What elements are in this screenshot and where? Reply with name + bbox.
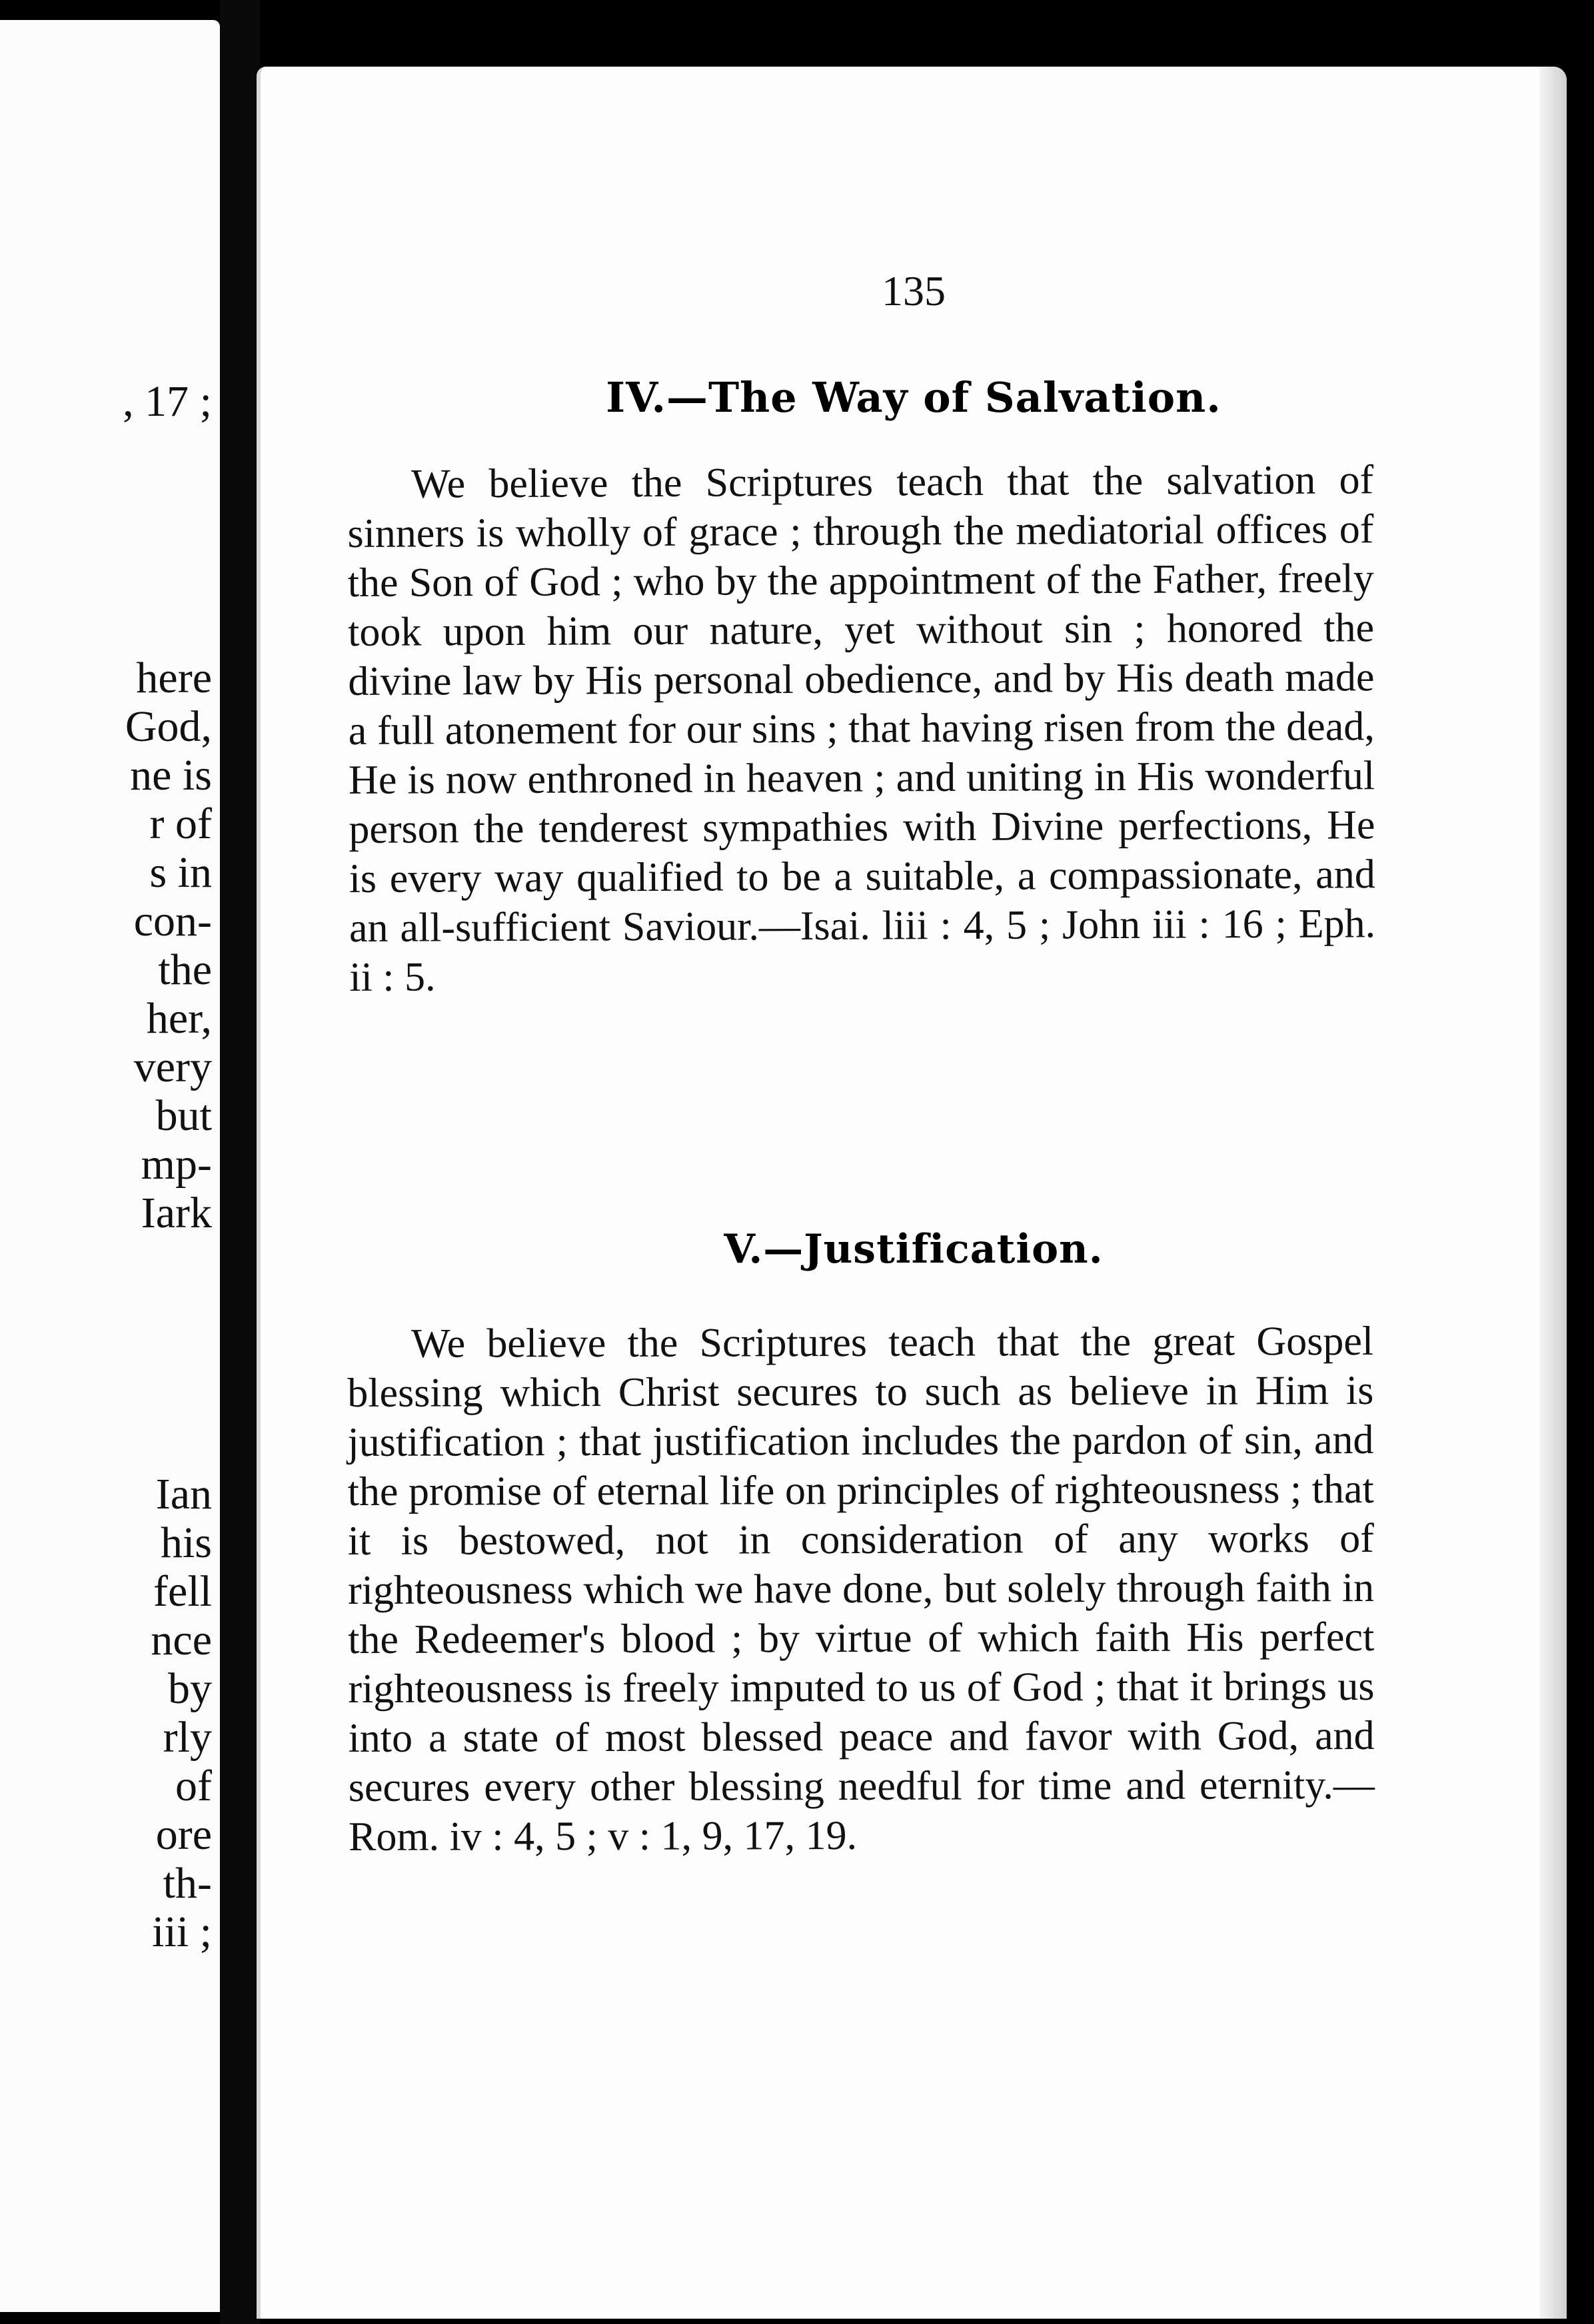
left-page-line: by [168,1664,212,1713]
left-page-line: con- [133,897,212,945]
section-body-justification [347,1317,1375,1862]
left-page-line: his [160,1518,212,1567]
section-body-way-of-salvation [347,455,1376,1002]
left-page-line: here [136,654,212,702]
left-page-line: iii ; [152,1908,212,1956]
left-page-line: r of [149,800,212,848]
left-page-line: of [175,1762,212,1810]
left-page-line: ore [155,1810,212,1859]
left-page-line: Ian [155,1470,212,1518]
left-page-line: , 17 ; [123,377,212,426]
section-heading-justification: V.—Justification. [724,1226,1104,1273]
left-page-line: mp- [141,1140,212,1189]
left-page-line: her, [146,994,212,1043]
left-page-line: nce [151,1616,212,1664]
left-page [0,20,220,2312]
paragraph: We believe the Scriptures teach that the great Gospel blessing which Christ secures to such as believe in Him is justification ; that justification includes the pardon of sin, and the promise of eternal life on principles of righteousness ; that it is bestowed, not in consideration of any works of righteousness which we have done, but solely through faith in the Redeemer's blood ; by virtue of which faith His perfect righteousness is freely imputed to us of God ; that it brings us into a state of most blessed peace and favor with God, and secures every other blessing needful for time and eternity.—Rom. iv : 4, 5 ; v : 1, 9, 17, 19. [347,1318,1375,1860]
left-page-line: fell [153,1567,212,1616]
book-gutter [220,0,260,2324]
left-page-line: s in [149,848,212,897]
section-heading-way-of-salvation: IV.—The Way of Salvation. [606,373,1221,422]
left-page-line: ne is [130,751,212,800]
left-page-line: Iark [141,1189,212,1237]
left-page-line: the [158,945,212,994]
left-page-line: th- [163,1859,212,1908]
page-number: 135 [882,267,946,314]
left-page-line: but [155,1091,212,1140]
left-page-line: very [133,1043,212,1091]
paragraph: We believe the Scriptures teach that the salvation of sinners is wholly of grace ; through the mediatorial offices of the Son of God ; who by the appointment of the Father, freely took upon him our nature, yet without sin ; honored the divine law by His personal obedience, and by His death made a full atonement for our sins ; that having risen from the dead, He is now enthroned in heaven ; and uniting in His wonderful person the tenderest sympathies with Divine perfections, He is every way qualified to be a suitable, a compassionate, and an all-sufficient Saviour.—Isai. liii : 4, 5 ; John iii : 16 ; Eph. ii : 5. [347,457,1376,1000]
left-page-line: rly [163,1713,212,1762]
left-page-line: God, [125,702,212,751]
right-page [257,67,1567,2319]
